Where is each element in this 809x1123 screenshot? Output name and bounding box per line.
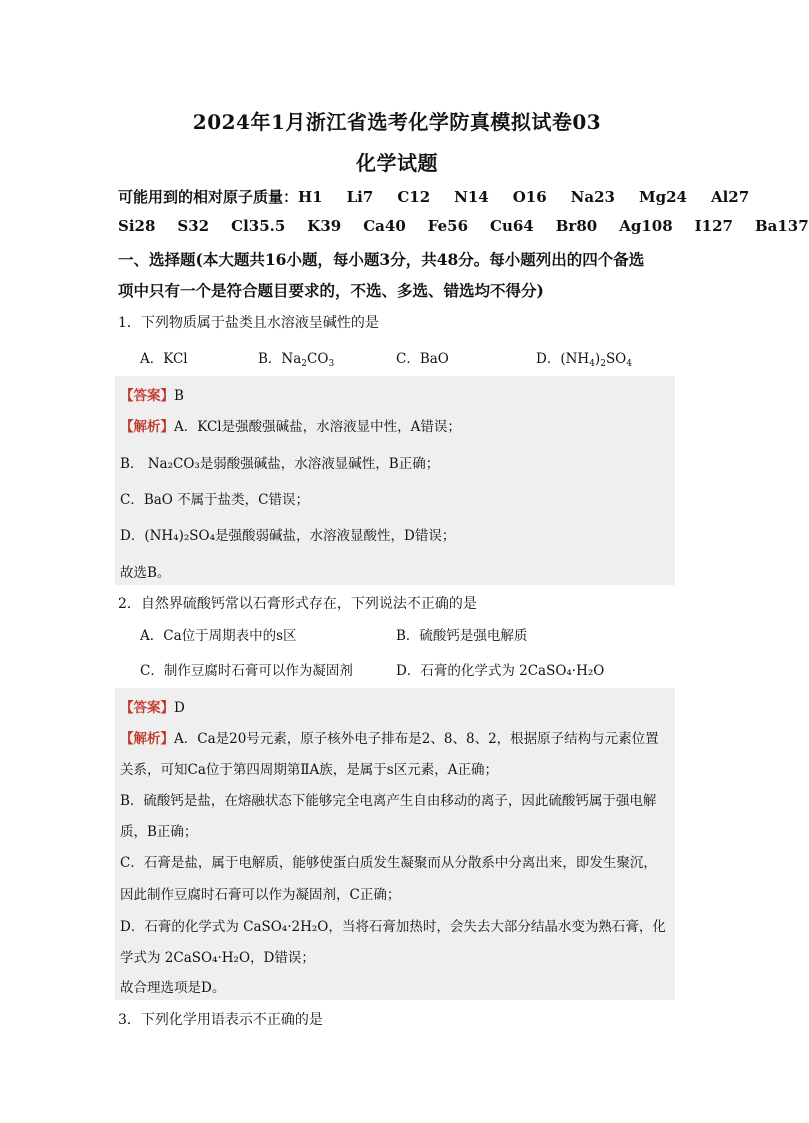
page-subtitle: 化学试题 bbox=[356, 151, 438, 175]
mass-item: Al27 bbox=[710, 188, 750, 206]
atomic-masses-line-1 bbox=[118, 186, 749, 207]
q1-d-text: ) bbox=[594, 351, 601, 367]
q1-answer bbox=[120, 384, 184, 404]
page-title: 2024年1月浙江省选考化学防真模拟试卷03 bbox=[192, 110, 602, 134]
mass-item: Cl35.5 bbox=[231, 217, 286, 235]
q1-analysis-line: 故选B。 bbox=[120, 565, 171, 581]
question-1-stem: 1．下列物质属于盐类且水溶液呈碱性的是 bbox=[118, 315, 379, 331]
mass-item: Br80 bbox=[555, 217, 598, 235]
section-heading-line-2: 项中只有一个是符合题目要求的，不选、多选、错选均不得分) bbox=[118, 281, 544, 300]
analysis-text: A．Ca是20号元素，原子核外电子排布是2、8、8、2，根据原子结构与元素位置 bbox=[174, 731, 659, 747]
mass-item: Ca40 bbox=[363, 217, 406, 235]
q2-analysis-line: 因此制作豆腐时石膏可以作为凝固剂，C正确； bbox=[120, 887, 401, 903]
analysis-tag: 【解析】 bbox=[120, 419, 174, 435]
q1-d-text: SO bbox=[605, 351, 627, 367]
mass-item: K39 bbox=[307, 217, 342, 235]
answer-tag: 【答案】 bbox=[120, 388, 174, 404]
q1-option-b bbox=[258, 347, 334, 369]
mass-item: Si28 bbox=[118, 217, 156, 235]
q1-answer-box bbox=[115, 376, 675, 585]
q2-analysis-line: 关系，可知Ca位于第四周期第ⅡA族，是属于s区元素，A正确； bbox=[120, 762, 498, 778]
mass-item: Mg24 bbox=[638, 188, 687, 206]
atomic-masses-line-2 bbox=[118, 217, 809, 235]
q1-b-text: B．Na bbox=[258, 351, 302, 367]
q1-analysis-line bbox=[120, 415, 461, 435]
answer-value: B bbox=[174, 388, 184, 404]
mass-item: O16 bbox=[512, 188, 547, 206]
q2-analysis-line: D．石膏的化学式为 CaSO₄·2H₂O，当将石膏加热时，会失去大部分结晶水变为熟石膏，化 bbox=[120, 919, 666, 935]
section-heading-line-1: 一、选择题(本大题共16小题，每小题3分，共48分。每小题列出的四个备选 bbox=[118, 250, 645, 269]
mass-item: Li7 bbox=[346, 188, 374, 206]
question-3-stem: 3．下列化学用语表示不正确的是 bbox=[118, 1012, 323, 1028]
q2-analysis-line: 学式为 2CaSO₄·H₂O，D错误； bbox=[120, 950, 315, 966]
q2-analysis-line: C．石膏是盐，属于电解质，能够使蛋白质发生凝聚而从分散系中分离出来，即发生聚沉， bbox=[120, 855, 657, 871]
mass-item: Ag108 bbox=[619, 217, 673, 235]
q2-analysis-line: 故合理选项是D。 bbox=[120, 980, 226, 996]
question-2-stem: 2．自然界硫酸钙常以石膏形式存在，下列说法不正确的是 bbox=[118, 596, 477, 612]
analysis-tag: 【解析】 bbox=[120, 731, 174, 747]
mass-item: I127 bbox=[694, 217, 733, 235]
q1-option-d bbox=[536, 347, 632, 369]
q1-analysis-line: B． Na₂CO₃是弱酸强碱盐，水溶液显碱性，B正确； bbox=[120, 456, 440, 472]
mass-item: 可能用到的相对原子质量：H1 bbox=[118, 188, 323, 206]
q1-d-sub: 2 bbox=[600, 359, 606, 369]
q2-option-c: C．制作豆腐时石膏可以作为凝固剂 bbox=[140, 663, 353, 679]
q1-option-c: C．BaO bbox=[396, 351, 449, 367]
q1-analysis-line: D．(NH₄)₂SO₄是强酸弱碱盐，水溶液显酸性，D错误； bbox=[120, 528, 456, 544]
mass-item: C12 bbox=[397, 188, 431, 206]
q1-d-sub: 4 bbox=[589, 359, 595, 369]
q1-option-a: A．KCl bbox=[140, 351, 188, 367]
q2-analysis-line bbox=[120, 727, 659, 747]
mass-item: Cu64 bbox=[490, 217, 534, 235]
q2-option-d: D．石膏的化学式为 2CaSO₄·H₂O bbox=[396, 663, 605, 679]
mass-item: S32 bbox=[177, 217, 210, 235]
q1-b-sub: 3 bbox=[328, 359, 335, 369]
mass-item: Ba137 bbox=[754, 217, 809, 235]
q2-option-b: B．硫酸钙是强电解质 bbox=[396, 628, 528, 644]
q2-analysis-line: B．硫酸钙是盐，在熔融状态下能够完全电离产生自由移动的离子，因此硫酸钙属于强电解 bbox=[120, 793, 657, 809]
analysis-text: A．KCl是强酸强碱盐，水溶液显中性，A错误； bbox=[174, 419, 461, 435]
answer-tag: 【答案】 bbox=[120, 700, 174, 716]
mass-item: Fe56 bbox=[427, 217, 469, 235]
q1-d-text: D．(NH bbox=[536, 351, 590, 367]
q1-b-text: CO bbox=[307, 351, 329, 367]
q2-answer bbox=[120, 696, 185, 716]
answer-value: D bbox=[174, 700, 185, 716]
q2-option-a: A．Ca位于周期表中的s区 bbox=[140, 628, 297, 644]
q1-analysis-line: C．BaO 不属于盐类，C错误； bbox=[120, 492, 309, 508]
mass-item: Na23 bbox=[570, 188, 615, 206]
q1-d-sub: 4 bbox=[626, 359, 632, 369]
q2-analysis-line: 质，B正确； bbox=[120, 824, 198, 840]
q1-b-sub: 2 bbox=[301, 359, 308, 369]
mass-item: N14 bbox=[454, 188, 489, 206]
